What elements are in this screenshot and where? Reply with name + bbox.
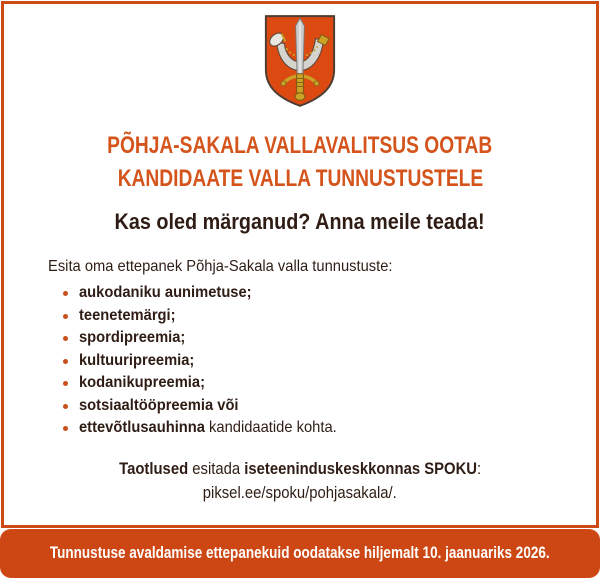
list-item-bold: sotsiaaltööpreemia või: [79, 396, 239, 414]
coat-of-arms-icon: [261, 13, 339, 109]
list-item-aukodaniku: [63, 282, 580, 305]
list-item-bold: spordipreemia;: [79, 329, 186, 346]
list-item-bold: teenetemärgi;: [79, 306, 176, 324]
sub-heading-text: Kas oled märganud? Anna meile teada!: [114, 209, 486, 234]
sub-heading: [0, 209, 600, 235]
list-item-kultuuripreemia: [63, 350, 580, 373]
list-item-bold: ettevõtlusauhinna: [79, 419, 205, 436]
list-item-spordipreemia: [63, 327, 580, 350]
list-item-ettevotlusauhind: [63, 417, 580, 440]
application-colon: :: [476, 460, 482, 478]
application-bold-2: iseteeninduskeskkonnas SPOKU: [244, 460, 477, 478]
main-heading: [0, 129, 600, 195]
list-item-kodanikupreemia: [63, 372, 580, 395]
list-item-bold: kultuuripreemia;: [79, 351, 195, 369]
list-item-sotsiaaltoopreemia: [63, 395, 580, 418]
application-mid: esitada: [188, 460, 245, 478]
intro-text: [48, 256, 580, 278]
deadline-banner: [0, 529, 600, 578]
application-url-line: [0, 482, 600, 506]
list-item-bold: aukodaniku aunimetuse;: [79, 284, 252, 301]
application-bold-1: Taotlused: [118, 460, 189, 478]
deadline-banner-text: Tunnustuse avaldamise ettepanekuid oodatakse hiljemalt 10. jaanuariks 2026.: [50, 544, 550, 562]
main-heading-line1: PÕHJA-SAKALA VALLAVALITSUS OOTAB: [107, 132, 493, 159]
list-item-teenetemark: [63, 305, 580, 328]
application-url: piksel.ee/spoku/pohjasakala/.: [202, 483, 398, 502]
application-info: [0, 458, 600, 505]
intro-text-line: Esita oma ettepanek Põhja-Sakala valla tunnustuste:: [48, 258, 393, 275]
list-item-rest: kandidaatide kohta.: [204, 419, 337, 436]
main-heading-line2: KANDIDAATE VALLA TUNNUSTUSTELE: [117, 165, 483, 192]
list-item-bold: kodanikupreemia;: [79, 374, 205, 391]
application-instruction: [0, 458, 600, 482]
nomination-list: [63, 282, 580, 440]
